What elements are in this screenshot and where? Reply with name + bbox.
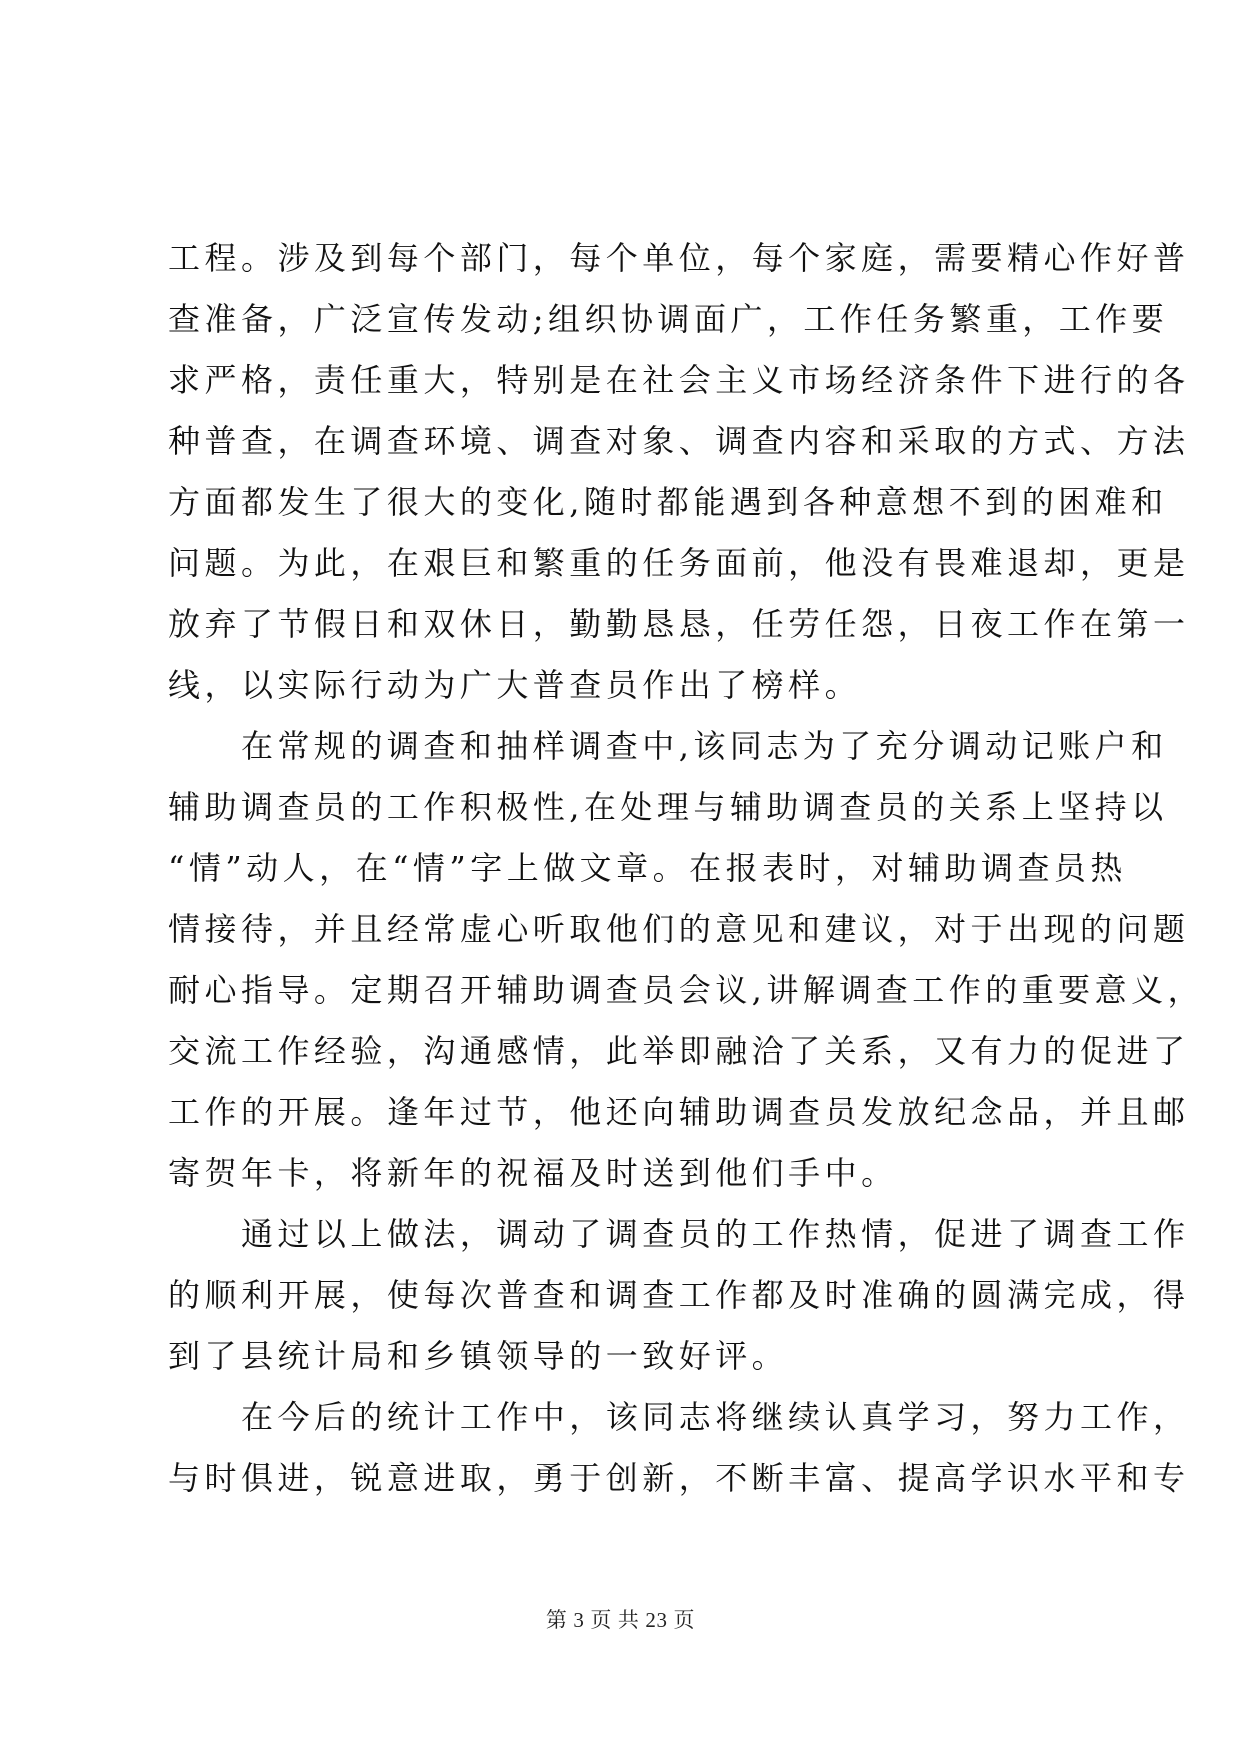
text-line: 到了县统计局和乡镇领导的一致好评。 bbox=[168, 1337, 789, 1375]
text-line: 工程。涉及到每个部门，每个单位，每个家庭，需要精心作好普 bbox=[168, 239, 1190, 277]
text-line: 放弃了节假日和双休日，勤勤恳恳，任劳任怨，日夜工作在第一 bbox=[168, 605, 1190, 643]
body-text bbox=[168, 228, 1205, 1509]
text-line: 交流工作经验，沟通感情，此举即融洽了关系，又有力的促进了 bbox=[168, 1032, 1190, 1070]
page-number: 第 3 页 共 23 页 bbox=[545, 1608, 696, 1632]
text-line: 在今后的统计工作中，该同志将继续认真学习，努力工作， bbox=[168, 1398, 1190, 1436]
text-line: 种普查，在调查环境、调查对象、调查内容和采取的方式、方法 bbox=[168, 422, 1190, 460]
text-line: 工作的开展。逢年过节，他还向辅助调查员发放纪念品，并且邮 bbox=[168, 1093, 1190, 1131]
page-footer bbox=[0, 1604, 1241, 1634]
text-line: 方面都发生了很大的变化,随时都能遇到各种意想不到的困难和 bbox=[168, 483, 1168, 521]
text-line: “情”动人，在“情”字上做文章。在报表时，对辅助调查员热 bbox=[168, 849, 1127, 887]
text-line: 在常规的调查和抽样调查中,该同志为了充分调动记账户和 bbox=[168, 727, 1168, 765]
text-line: 问题。为此，在艰巨和繁重的任务面前，他没有畏难退却，更是 bbox=[168, 544, 1190, 582]
text-line: 耐心指导。定期召开辅助调查员会议,讲解调查工作的重要意义， bbox=[168, 971, 1205, 1009]
text-line: 情接待，并且经常虚心听取他们的意见和建议，对于出现的问题 bbox=[168, 910, 1190, 948]
text-line: 辅助调查员的工作积极性,在处理与辅助调查员的关系上坚持以 bbox=[168, 788, 1168, 826]
text-line: 查准备，广泛宣传发动;组织协调面广，工作任务繁重，工作要 bbox=[168, 300, 1169, 338]
text-line: 求严格，责任重大，特别是在社会主义市场经济条件下进行的各 bbox=[168, 361, 1190, 399]
text-line: 的顺利开展，使每次普查和调查工作都及时准确的圆满完成，得 bbox=[168, 1276, 1190, 1314]
text-line: 线，以实际行动为广大普查员作出了榜样。 bbox=[168, 666, 862, 704]
text-line: 与时俱进，锐意进取，勇于创新，不断丰富、提高学识水平和专 bbox=[168, 1459, 1190, 1497]
text-line: 寄贺年卡，将新年的祝福及时送到他们手中。 bbox=[168, 1154, 898, 1192]
text-line: 通过以上做法，调动了调查员的工作热情，促进了调查工作 bbox=[168, 1215, 1190, 1253]
